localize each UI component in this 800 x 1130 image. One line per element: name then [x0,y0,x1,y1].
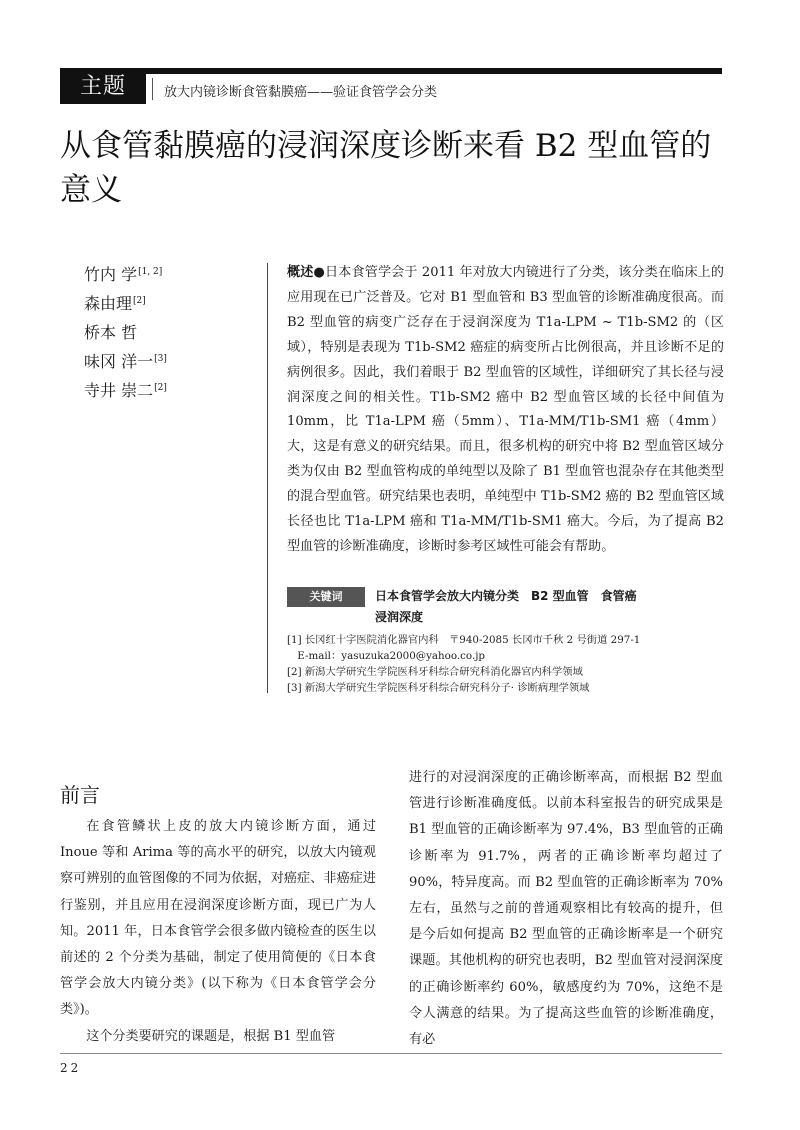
body-paragraph: 这个分类要研究的课题是，根据 B1 型血管 [86,1028,336,1044]
page-number: 22 [60,1061,82,1075]
affiliation-line: [3] 新潟大学研究生学院医科牙科综合研究科分子· 诊断病理学领域 [287,682,590,694]
abstract [287,261,724,560]
footer-rule [60,1053,722,1054]
author-affiliation-mark: [1, 2] [138,267,163,277]
body-column-left [60,814,376,1050]
topic-header [60,68,722,104]
author-affiliation-mark: [2] [133,296,146,306]
keywords-line-2: 浸润深度 [375,610,424,624]
author: 桥本 哲 [84,323,138,342]
body-paragraph: 进行的对浸润深度的正确诊断率高，而根据 B2 型血管进行诊断准确度低。以前本科室报告的研究成果是 B1 型血管的正确诊断率为 97.4%，B3 型血管的正确诊断率为 91.7%，两者的正确诊断率均超过了 90%，特异度高。而 B2 型血管的正确诊断率为 70%左右，虽然与之前的普通观察相比有较高的提升，但是今后如何提高 B2 型血管的正确诊断率是一个研究课题。其他机构的研究也表明，B2 型血管对浸润深度的正确诊断率约 60%，敏感度约为 70%，这绝不是令人满意的结果。为了提高这些血管的诊断准确度，有必 [409,770,723,1048]
abstract-rule [267,263,268,693]
body-column-right [409,765,723,1053]
article-title: 从食管黏膜癌的浸润深度诊断来看 B2 型血管的意义 [60,128,712,208]
author-affiliation-mark: [3] [154,354,167,364]
keywords-line-1: 日本食管学会放大内镜分类 B2 型血管 食管癌 [375,589,637,603]
topic-tag: 主题 [60,68,146,104]
author-affiliation-mark: [2] [154,383,167,393]
topic-text: 放大内镜诊断食管黏膜癌——验证食管学会分类 [164,85,438,100]
abstract-text: 日本食管学会于 2011 年对放大内镜进行了分类，该分类在临床上的应用现在已广泛普及。它对 B1 型血管和 B3 型血管的诊断准确度很高。而 B2 型血管的病变广泛存在于浸润深度为 T1a-LPM ~ T1b-SM2 的（区域），特别是表现为 T1b-SM2 癌症的病变所占比例很高，并且诊断不足的病例很多。因此，我们着眼于 B2 型血管的区域性，详细研究了其长径与浸润深度之间的相关性。T1b-SM2 癌中 B2 型血管区域的长径中间值为 10mm，比 T1a-LPM 癌（5mm）、T1a-MM/T1b-SM1 癌（4mm）大，这是有意义的研究结果。而且，很多机构的研究中将 B2 型血管区域分类为仅由 B2 型血管构成的单纯型以及除了 B1 型血管也混杂存在其他类型的混合型血管。研究结果也表明，单纯型中 T1b-SM2 癌的 B2 型血管区域长径也比 T1a-LPM 癌和 T1a-MM/T1b-SM1 癌大。今后，为了提高 B2 型血管的诊断准确度，诊断时参考区域性可能会有帮助。 [287,265,724,554]
author: 寺井 崇二[2] [84,381,167,400]
affiliation-email: E-mail：yasuzuka2000@yahoo.co.jp [287,650,485,662]
abstract-label: 概述● [287,265,326,280]
author: 森由理[2] [84,294,146,313]
affiliation-line: [1] 长冈红十字医院消化器官内科 〒940-2085 长冈市千秋 2 号街道 297-1 [287,634,641,646]
keywords-label: 关键词 [287,587,365,607]
affiliations [287,632,724,696]
author: 竹内 学[1, 2] [84,265,163,284]
author-list [84,259,254,404]
header-rule [60,68,722,74]
body-paragraph: 在食管鳞状上皮的放大内镜诊断方面，通过 Inoue 等和 Arima 等的高水平的研究，以放大内镜观察可辨别的血管图像的不同为依据，对癌症、非癌症进行鉴别，并且应用在浸润深度诊断方面，现已广为人知。2011 年，日本食管学会很多做内镜检查的医生以前述的 2 个分类为基础，制定了使用简便的《日本食管学会放大内镜分类》(以下称为《日本食管学会分类》)。 [60,819,376,1018]
preface-heading: 前言 [60,783,100,807]
affiliation-line: [2] 新潟大学研究生学院医科牙科综合研究科消化器官内科学领域 [287,666,583,678]
topic-separator [152,78,153,100]
keywords [287,586,724,627]
author: 味冈 洋一[3] [84,352,167,371]
